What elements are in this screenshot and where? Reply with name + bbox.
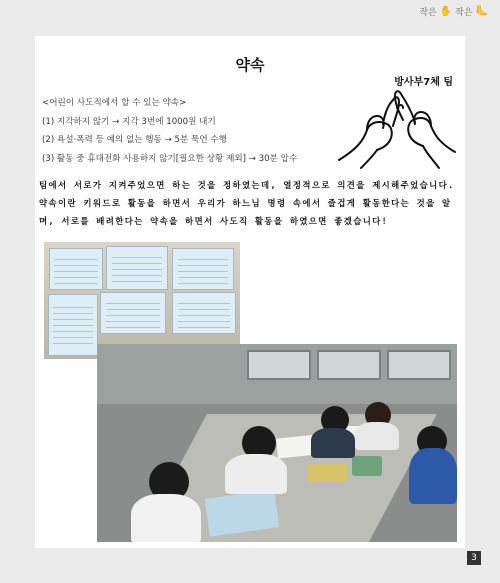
page-header-mark [419, 5, 488, 18]
promise-item: (2) 욕설·폭력 등 예의 없는 행동 → 5분 묵언 수행 [42, 135, 227, 145]
promises-heading: <어린이 사도직에서 할 수 있는 약속> [42, 98, 187, 108]
foot-icon: 🦶 [475, 6, 488, 17]
promises-block [42, 94, 342, 168]
photo-children-writing [97, 344, 457, 542]
pinky-promise-illustration [337, 82, 457, 170]
header-left-word: 작은 [419, 8, 437, 18]
page-title: 약속 [235, 56, 265, 74]
hand-icon: ✋ [439, 6, 453, 17]
promise-item: (1) 지각하지 않기 → 지각 3번에 1000원 내기 [42, 116, 216, 127]
header-right-word: 작은 [455, 8, 473, 18]
page-number: 3 [467, 551, 481, 565]
photo-whiteboard-sheets [44, 242, 240, 359]
team-name: 방사부7체 팀 [394, 77, 453, 88]
promise-item: (3) 활동 중 휴대전화 사용하지 않기[필요한 상황 제외] → 30분 압수 [42, 153, 298, 164]
narrative-text: 팀에서 서로가 지켜주었으면 하는 것을 정하였는데, 열정적으로 의견을 제시해주었습니다. 약속이란 키워드로 활동을 하면서 우리가 하느님 명령 속에서 즐겁게 활동한다는 것을 알며, 서로를 배려한다는 약속을 하면서 사도직 활동을 하였으면 좋겠습니다! [39, 180, 455, 226]
page-frame [35, 36, 465, 548]
